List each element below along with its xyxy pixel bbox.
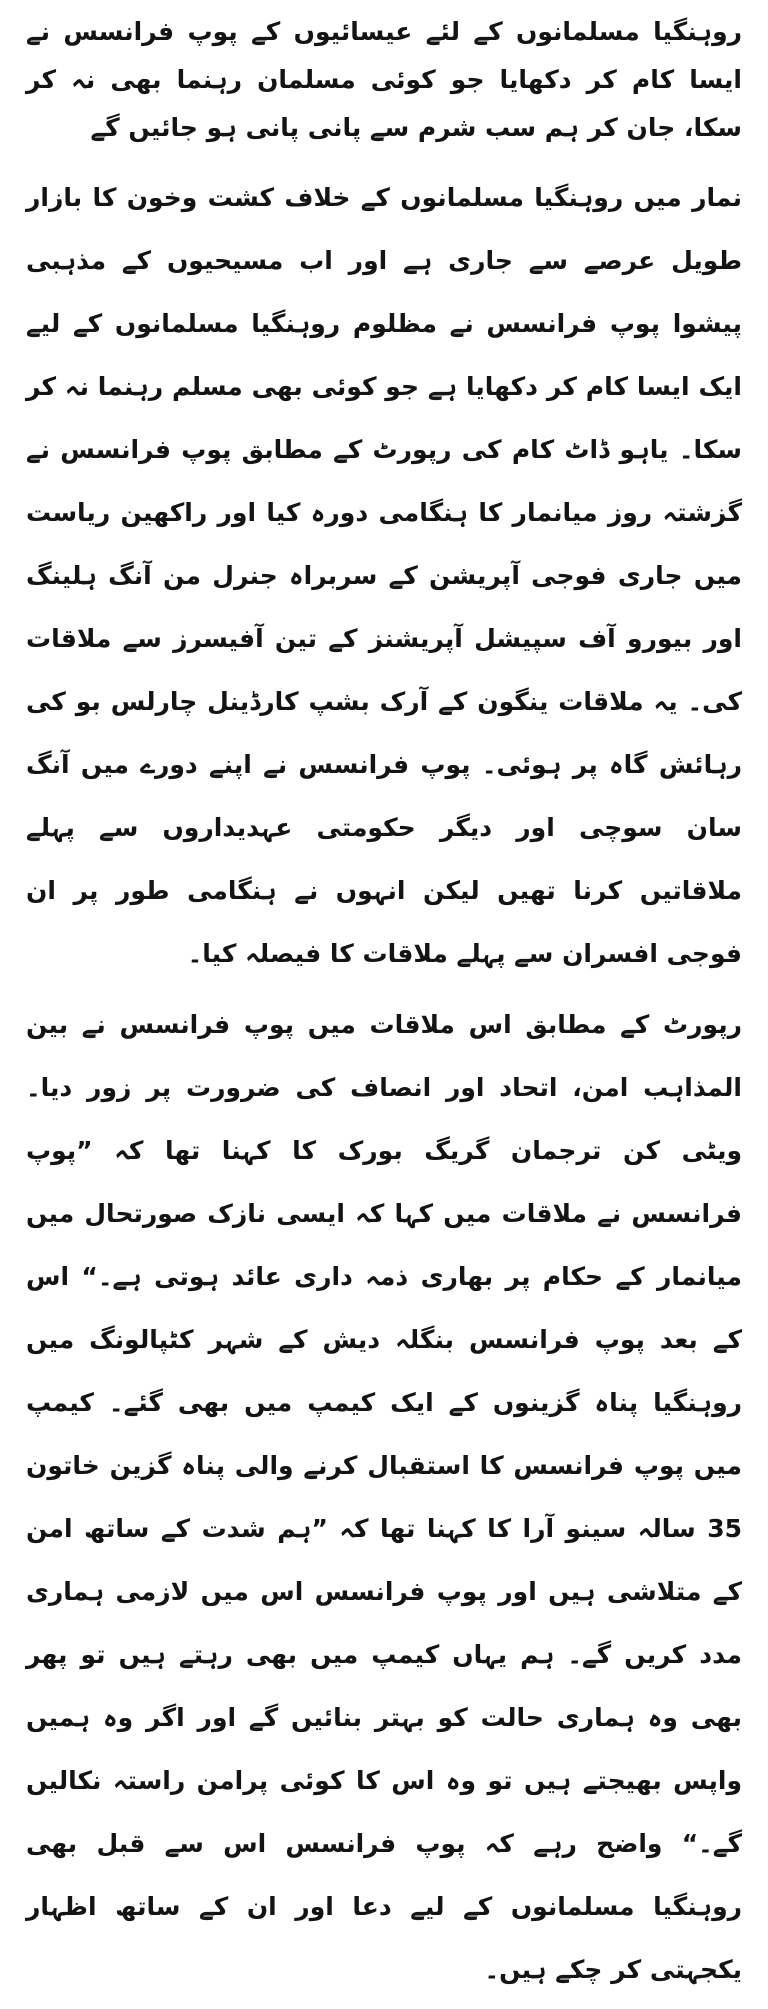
article-paragraph-2: رپورٹ کے مطابق اس ملاقات میں پوپ فرانسس نے بین المذاہب امن، اتحاد اور انصاف کی ضرورت پر زور دیا۔ ویٹی کن ترجمان گریگ بورک کا کہنا تھا کہ ”پوپ فرانسس نے ملاقات میں کہا کہ ایسی نازک صورتحال میں میانمار کے حکام پر بھاری ذمہ داری عائد ہوتی ہے۔“ اس کے بعد پوپ فرانسس بنگلہ دیش کے شہر کٹپالونگ میں روہنگیا پناہ گزینوں کے ایک کیمپ میں بھی گئے۔ کیمپ میں پوپ فرانسس کا استقبال کرنے والی پناہ گزین خاتون 35 سالہ سینو آرا کا کہنا تھا کہ ”ہم شدت کے ساتھ امن کے متلاشی ہیں اور پوپ فرانسس اس میں لازمی ہماری مدد کریں گے۔ ہم یہاں کیمپ میں بھی رہتے ہیں تو پھر بھی وہ ہماری حالت کو بہتر بنائیں گے اور اگر وہ ہمیں واپس بھیجتے ہیں تو وہ اس کا کوئی پرامن راستہ نکالیں گے۔“ واضح رہے کہ پوپ فرانسس اس سے قبل بھی روہنگیا مسلمانوں کے لیے دعا اور ان کے ساتھ اظہار یکجہتی کر چکے ہیں۔	[26, 1010, 742, 1984]
article-paragraph-1: نمار میں روہنگیا مسلمانوں کے خلاف کشت وخون کا بازار طویل عرصے سے جاری ہے اور اب مسیحیوں کے مذہبی پیشوا پوپ فرانسس نے مظلوم روہنگیا مسلمانوں کے لیے ایک ایسا کام کر دکھایا ہے جو کوئی بھی مسلم رہنما نہ کر سکا۔ یاہو ڈاٹ کام کی رپورٹ کے مطابق پوپ فرانسس نے گزشتہ روز میانمار کا ہنگامی دورہ کیا اور راکھین ریاست میں جاری فوجی آپریشن کے سربراہ جنرل من آنگ ہلینگ اور بیورو آف سپیشل آپریشنز کے تین آفیسرز سے ملاقات کی۔ یہ ملاقات ینگون کے آرک بشپ کارڈینل چارلس بو کی رہائش گاہ پر ہوئی۔ پوپ فرانسس نے اپنے دورے میں آنگ سان سوچی اور دیگر حکومتی عہدیداروں سے پہلے ملاقاتیں کرنا تھیں لیکن انہوں نے ہنگامی طور پر ان فوجی افسران سے پہلے ملاقات کا فیصلہ کیا۔	[26, 183, 742, 968]
article-headline: روہنگیا مسلمانوں کے لئے عیسائیوں کے پوپ فرانسس نے ایسا کام کر دکھایا جو کوئی مسلمان رہنما بھی نہ کر سکا، جان کر ہم سب شرم سے پانی پانی ہو جائیں گے	[26, 17, 742, 142]
article-body	[26, 8, 742, 2009]
